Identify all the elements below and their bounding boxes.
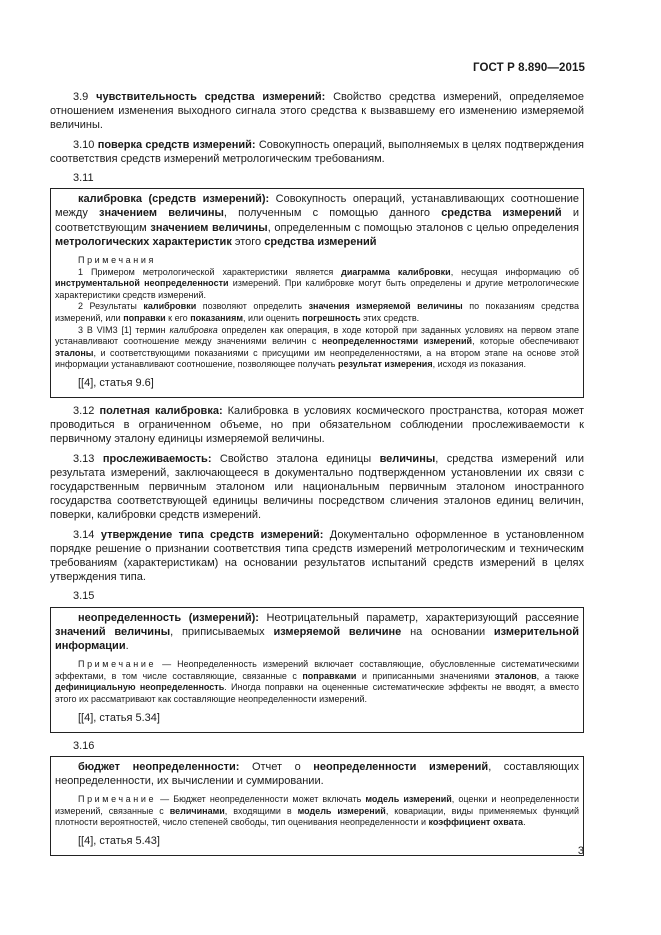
term-ref: коэффициент охвата [428, 817, 524, 828]
entry-number: 3.12 [73, 404, 95, 417]
term-ref: результат измерения [338, 359, 433, 370]
note-3 [55, 325, 579, 371]
term-ref: измеряемой величине [273, 625, 402, 638]
text: 2 Результаты [78, 301, 144, 312]
term-ref: эталоны [55, 347, 94, 358]
definition: Свойство средства измерений, определяемое отношением изменения выходного сигнала этого средства к вызвавшему его изменению измеряемой величины. [50, 91, 585, 132]
definition: Совокупность операций, выполняемых в целях подтверждения соответствия средств измерений метрологическим требованиям. [50, 138, 584, 165]
term: калибровка (средств измерений): [78, 193, 270, 206]
text: . [523, 817, 526, 828]
term-ref: измерительной информации [55, 625, 579, 653]
page-number: 3 [577, 845, 584, 857]
definition-box-3-11 [50, 188, 584, 398]
entry-number: 3.9 [73, 91, 89, 103]
term-ref: значения измеряемой величины [308, 301, 463, 312]
text: на основании [401, 625, 494, 638]
note-title: Примечание [78, 659, 157, 670]
text: Совокупность операций, устанавливающих соотношение между [55, 193, 579, 220]
text: , которые обеспечивают [472, 336, 580, 347]
term-ref: метрологических характеристик [55, 235, 232, 248]
text: , полученным с помощью данного [223, 207, 442, 220]
text: Отчет о [239, 760, 314, 773]
entry-3-13 [50, 452, 584, 523]
text: , несущая информацию об [450, 266, 579, 277]
term-ref: поправки [123, 313, 166, 323]
entry-number-3-15: 3.15 [73, 590, 95, 603]
term-ref: калибровки [143, 301, 197, 312]
definition: Калибровка в условиях космического пространства, которая может проводиться в ограниченном объеме, но при обязательном соблюдении прослеживаемости к первичному эталону единицы измеряемой величины. [50, 404, 585, 446]
term: чувствительность средства измерений: [96, 91, 326, 103]
entry-3-9 [50, 90, 584, 133]
term-ref: значением величины [99, 207, 224, 220]
entry-number: 3.14 [73, 528, 95, 541]
note-title: Примечание [78, 794, 157, 805]
text: 3 В VIM3 [1] термин [78, 324, 170, 335]
italic-term: калибровка [169, 324, 218, 335]
document-header-id: ГОСТ Р 8.890—2015 [473, 62, 585, 74]
text: к его [165, 313, 191, 323]
term-ref: погрешность [302, 313, 361, 323]
term-ref: значений величины [55, 625, 171, 638]
entry-3-14 [50, 528, 584, 585]
entry-number: 3.10 [73, 138, 95, 151]
entry-3-10 [50, 138, 584, 166]
term-ref: величины [379, 452, 436, 465]
text: Свойство эталона единицы [211, 452, 380, 465]
note-2 [55, 301, 579, 324]
term-ref: неопределенности измерений [313, 760, 489, 773]
text: , средства измерений или результата измерений, заключающееся в документально подтвержденном установлении их связи с государственным первичным эталоном или национальным первичным эталоном иностранного государства соответствующей единицы величины посредством сличения эталонов единиц величин, поверки, калибровки средств измерений. [50, 452, 584, 522]
text: и приписанными значениями [356, 670, 495, 681]
text: , входящими в [224, 805, 298, 816]
notes-title: Примечания [78, 255, 156, 266]
term: прослеживаемость: [102, 452, 212, 465]
text: позволяют определить [196, 301, 309, 312]
term: утверждение типа средств измерений: [100, 528, 324, 541]
definition-3-15 [55, 611, 579, 654]
term-ref: средства измерений [441, 207, 562, 220]
text: , ковариации, виды применяемых функций плотности вероятностей, число степеней свободы, тип оценивания неопределенности и [55, 805, 579, 828]
text: , исходя из показания. [432, 359, 527, 370]
text: — Неопределенность измерений включает составляющие, обусловленные систематическими эффектами, в том числе составляющие, связанные с [55, 659, 579, 681]
definition-3-16 [55, 760, 579, 788]
term-ref: показаниям [190, 313, 243, 323]
document-body [50, 90, 584, 862]
term-ref: эталонов [494, 670, 537, 681]
source-reference: [[4], статья 9.6] [78, 376, 154, 389]
term-ref: средства измерений [264, 235, 377, 248]
text: , оценки и неопределенности измерений, связанные с [55, 794, 579, 816]
term-ref: модель измерений [365, 794, 452, 805]
term-ref: инструментальной неопределенности [55, 278, 229, 289]
text: и соответствующим [55, 207, 580, 234]
text: — Бюджет неопределенности может включать [156, 794, 366, 805]
text: измерений. При калибровке могут быть определены и другие метрологические характеристики средств измерений. [55, 278, 579, 300]
note-1 [55, 267, 579, 302]
text: , приписываемых [170, 625, 274, 638]
note [55, 659, 579, 705]
definition-box-3-15 [50, 607, 584, 733]
definition-3-11 [55, 192, 579, 249]
note [55, 794, 579, 829]
term-ref: модель измерений [297, 805, 386, 816]
term: поверка средств измерений: [97, 138, 256, 151]
term-ref: неопределенностями измерений [321, 336, 473, 347]
text: по показаниям средства измерений, или [55, 301, 579, 323]
term-ref: величинами [169, 805, 225, 816]
entry-number-3-16: 3.16 [73, 739, 95, 752]
entry-3-12 [50, 404, 584, 447]
text: этих средств. [360, 313, 420, 323]
text: . [125, 640, 129, 653]
text: Неотрицательный параметр, характеризующий рассеяние [258, 611, 579, 624]
definition-box-3-16 [50, 756, 584, 856]
source-reference: [[4], статья 5.43] [78, 834, 160, 847]
term-ref: поправками [302, 670, 357, 681]
term: бюджет неопределенности: [78, 760, 240, 773]
text: , или оценить [243, 313, 303, 323]
term-ref: значением величины [150, 221, 268, 234]
text: этого [231, 235, 265, 248]
text: , составляющих неопределенности, их вычислении и суммировании. [55, 760, 579, 787]
text: . Иногда поправки на оцененные систематические эффекты не вводят, а вместо этого их рассматривают как составляющие неопределенности измерений. [55, 682, 579, 704]
text: определен как операция, в ходе которой при заданных условиях на первом этапе устанавливают соотношение между значениями величин с [55, 324, 579, 347]
text: , и соответствующими показаниями с присущими им неопределенностями, а на втором этапе на основе этой информации устанавливают соотношение, позволяющее получать [55, 347, 579, 370]
text: 1 Примером метрологической характеристики является [78, 266, 342, 277]
entry-number-3-11: 3.11 [73, 172, 94, 185]
text: , определенным с помощью эталонов с целью определения [267, 221, 580, 234]
text: , а также [536, 670, 580, 681]
source-reference: [[4], статья 5.34] [78, 711, 160, 724]
term-ref: дефинициальную неопределенность [55, 682, 225, 693]
term: неопределенность (измерений): [78, 611, 259, 624]
term: полетная калибровка: [99, 404, 223, 417]
entry-number: 3.13 [73, 452, 95, 465]
term-ref: диаграмма калибровки [341, 266, 451, 277]
definition: Документально оформленное в установленном порядке решение о признании соответствия типа средств измерений метрологическим и техническим требованиям (характеристикам) на основании результатов испытаний средств измерений в целях утверждения типа. [50, 528, 585, 584]
